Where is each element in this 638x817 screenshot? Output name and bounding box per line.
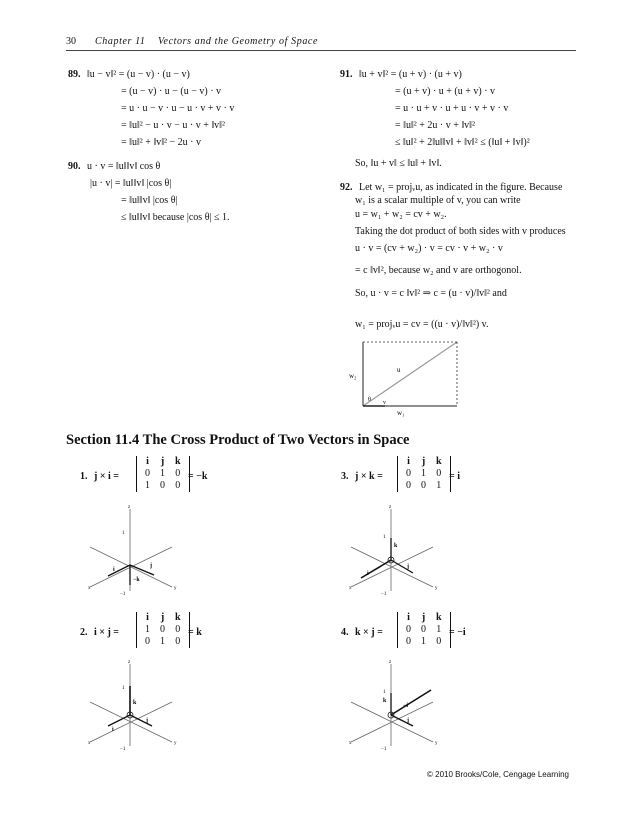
problem-1 [80, 470, 119, 483]
svg-text:y: y [174, 586, 177, 591]
svg-text:j: j [146, 718, 148, 724]
problem-91-line: = ‖u‖² + 2u · v + ‖v‖² [395, 120, 475, 131]
copyright-footer: © 2010 Brooks/Cole, Cengage Learning [427, 770, 569, 779]
problem-90-number: 90. [68, 161, 81, 172]
svg-text:x: x [88, 741, 91, 746]
problem-4-number: 4. [341, 627, 349, 638]
svg-text:z: z [128, 505, 131, 510]
axes-figure-4 [347, 660, 447, 755]
section-title: Section 11.4 The Cross Product of Two Vectors in Space [66, 432, 410, 448]
problem-2-number: 2. [80, 627, 88, 638]
problem-92-line: w₁ = projᵥu = cv = ((u · v)/‖v‖²) v. [355, 319, 489, 330]
svg-text:z: z [128, 660, 131, 665]
svg-text:k: k [394, 543, 398, 549]
i-vector [361, 560, 391, 578]
problem-90-line: ≤ ‖u‖‖v‖ because |cos θ| ≤ 1. [121, 212, 230, 223]
problem-92-line: So, u · v = c ‖v‖² ⇒ c = (u · v)/‖v‖² and [355, 288, 507, 299]
problem-89-line: = ‖u‖² + ‖v‖² − 2u · v [121, 137, 201, 148]
svg-text:i: i [367, 571, 369, 577]
svg-text:j: j [150, 563, 152, 569]
problem-91-line: = u · u + v · u + u · v + v · v [395, 103, 509, 114]
problem-4-result: = −i [449, 627, 466, 638]
determinant: i j k 1 0 0 0 1 0 [136, 612, 190, 648]
problem-1-lhs: j × i = [94, 471, 120, 482]
problem-90-line: = ‖u‖‖v‖ |cos θ| [121, 195, 178, 206]
svg-text:k: k [383, 698, 387, 704]
determinant: i j k 0 1 0 1 0 0 [136, 456, 190, 492]
neg-i-vector [391, 690, 431, 715]
determinant: i j k 0 1 0 0 0 1 [397, 456, 451, 492]
problem-92-line: Let w₁ = projᵥu, as indicated in the figure. Because [359, 182, 563, 193]
header-rule [66, 50, 576, 51]
problem-89-line: ‖u − v‖² = (u − v) · (u − v) [87, 69, 190, 80]
w2-label: w₂ [349, 372, 357, 380]
svg-text:y: y [435, 586, 438, 591]
axes-figure-1 [86, 505, 186, 600]
svg-text:−k: −k [133, 577, 140, 583]
svg-text:i: i [113, 567, 115, 573]
problem-91-line: ≤ ‖u‖² + 2‖u‖‖v‖ + ‖v‖² ≤ (‖u‖ + ‖v‖)² [395, 137, 530, 148]
problem-1-number: 1. [80, 471, 88, 482]
problem-92-line: w₁ is a scalar multiple of v, you can write [355, 195, 521, 206]
page-number: 30 [66, 36, 76, 47]
problem-89-line: = ‖u‖² − u · v − u · v + ‖v‖² [121, 120, 225, 131]
svg-text:1: 1 [383, 690, 386, 695]
svg-text:−1: −1 [381, 592, 387, 597]
chapter-title: Vectors and the Geometry of Space [157, 36, 318, 47]
problem-91-line: ‖u + v‖² = (u + v) · (u + v) [359, 69, 462, 80]
w1-label: w₁ [397, 409, 405, 417]
theta-label: θ [368, 397, 371, 403]
problem-3 [341, 470, 383, 483]
chapter-label [95, 36, 318, 47]
u-vector [363, 342, 457, 406]
problem-90-line: u · v = ‖u‖‖v‖ cos θ [87, 161, 161, 172]
problem-2 [80, 626, 119, 639]
svg-text:−1: −1 [120, 747, 126, 752]
svg-text:1: 1 [122, 531, 125, 536]
svg-text:y: y [174, 741, 177, 746]
axes-figure-3 [347, 505, 447, 600]
problem-1-result: = −k [188, 471, 208, 482]
axes-figure-2 [86, 660, 186, 755]
svg-text:−i: −i [403, 703, 409, 709]
problem-91 [340, 68, 462, 81]
svg-text:1: 1 [383, 535, 386, 540]
problem-2-result: = k [188, 627, 202, 638]
problem-92-line: u · v = (cv + w₂) · v = cv · v + w₂ · v [355, 243, 503, 254]
problem-2-lhs: i × j = [94, 627, 120, 638]
projection-figure [345, 338, 465, 418]
problem-91-number: 91. [340, 69, 353, 80]
u-label: u [397, 366, 401, 374]
svg-text:z: z [389, 505, 392, 510]
svg-text:j: j [407, 564, 409, 570]
problem-92-line: u = w₁ + w₂ = cv + w₂. [355, 209, 447, 220]
svg-text:k: k [133, 700, 137, 706]
i-vector [108, 565, 130, 576]
svg-text:−1: −1 [120, 592, 126, 597]
svg-text:y: y [435, 741, 438, 746]
problem-92-line: Taking the dot product of both sides with v produces [355, 226, 566, 237]
svg-text:j: j [407, 718, 409, 724]
problem-90 [68, 160, 160, 173]
svg-text:−1: −1 [381, 747, 387, 752]
determinant: i j k 0 0 1 0 1 0 [397, 612, 451, 648]
problem-3-number: 3. [341, 471, 349, 482]
problem-91-line: = (u + v) · u + (u + v) · v [395, 86, 496, 97]
problem-92-number: 92. [340, 182, 353, 193]
v-label: v [383, 400, 386, 406]
problem-90-line: |u · v| = ‖u‖‖v‖ |cos θ| [90, 178, 172, 189]
svg-text:x: x [349, 586, 352, 591]
chapter-number: Chapter 11 [95, 36, 146, 47]
problem-89-number: 89. [68, 69, 81, 80]
problem-3-result: = i [449, 471, 460, 482]
svg-text:i: i [112, 727, 114, 733]
svg-text:1: 1 [122, 686, 125, 691]
problem-3-lhs: j × k = [355, 471, 383, 482]
problem-89 [68, 68, 190, 81]
problem-89-line: = (u − v) · u − (u − v) · v [121, 86, 222, 97]
svg-text:z: z [389, 660, 392, 665]
svg-text:x: x [349, 741, 352, 746]
svg-text:x: x [88, 586, 91, 591]
problem-91-line: So, ‖u + v‖ ≤ ‖u‖ + ‖v‖. [355, 158, 442, 169]
problem-92 [340, 181, 562, 194]
problem-89-line: = u · u − v · u − u · v + v · v [121, 103, 235, 114]
problem-4 [341, 626, 383, 639]
problem-4-lhs: k × j = [355, 627, 383, 638]
problem-92-line: = c ‖v‖², because w₂ and v are orthogonol. [355, 265, 522, 276]
